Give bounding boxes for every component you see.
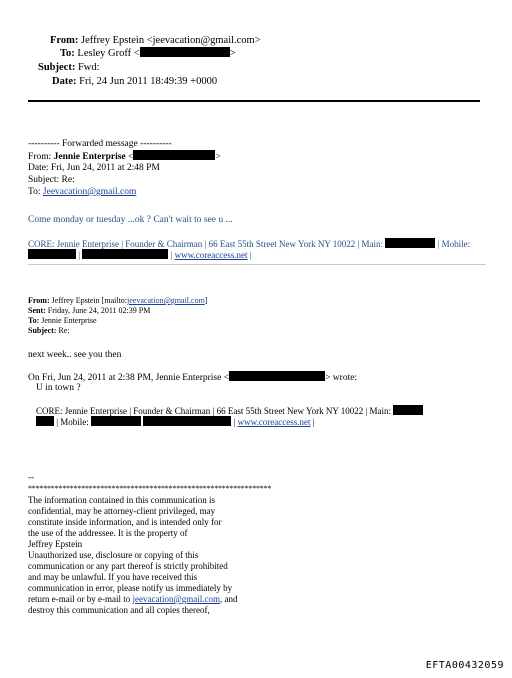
quoted-intro-end: > wrote:: [325, 373, 358, 383]
quoted-sent-line: [28, 306, 150, 316]
quoted-signature-link[interactable]: www.coreaccess.net: [237, 417, 311, 427]
redaction-box: [393, 405, 423, 415]
header-from-value: Jeffrey Epstein <jeevacation@gmail.com>: [81, 35, 261, 46]
footer-line: Jeffrey Epstein: [28, 539, 83, 549]
redaction-box: [385, 238, 435, 248]
quoted-subject-value: Re:: [58, 326, 70, 335]
quoted-from-link[interactable]: jeevacation@gmail.com: [127, 296, 205, 305]
forwarded-signature-mobile: | Mobile:: [437, 239, 471, 249]
footer-line: The information contained in this communication is: [28, 495, 215, 505]
forwarded-signature-link[interactable]: www.coreaccess.net: [174, 250, 248, 260]
header-subject-label: Subject:: [38, 62, 76, 73]
redaction-box: [229, 371, 325, 381]
quoted-sent-value: Friday, June 24, 2011 02:39 PM: [47, 306, 151, 315]
forwarded-from-label: From:: [28, 152, 52, 162]
redaction-box: [140, 47, 230, 57]
quoted-message-text: U in town ?: [36, 383, 81, 393]
header-to-value: Lesley Groff <: [77, 48, 140, 59]
quoted-from-value: Jeffrey Epstein [mailto:: [51, 296, 128, 305]
footer-contact-start: return e-mail or by e-mail to: [28, 594, 133, 604]
quoted-to-label: To:: [28, 316, 40, 325]
forwarded-message-text: Come monday or tuesday ...ok ? Can't wait to see u ...: [28, 215, 233, 225]
footer-line: constitute inside information, and is intended only for: [28, 517, 222, 527]
footer-line-contact: [28, 594, 237, 605]
header-date-value: Fri, 24 Jun 2011 18:49:39 +0000: [79, 76, 218, 87]
quoted-from-end: ]: [204, 296, 208, 305]
forwarded-signature-end: |: [249, 250, 252, 260]
forwarded-signature-sep: |: [78, 250, 81, 260]
header-date-line: [52, 75, 217, 88]
forwarded-divider: [28, 264, 486, 265]
footer-dash: --: [28, 472, 34, 482]
forwarded-signature-line2: [28, 249, 252, 261]
footer-notice: [28, 495, 237, 616]
header-date-label: Date:: [52, 76, 77, 87]
header-divider: [28, 100, 480, 102]
forwarded-to-label: To:: [28, 187, 43, 197]
redaction-box: [36, 416, 54, 426]
quoted-from-label: From:: [28, 296, 50, 305]
bates-number: EFTA00432059: [425, 660, 504, 671]
redaction-box: [133, 150, 215, 160]
quoted-signature-end: |: [312, 417, 315, 427]
header-to-label: To:: [60, 48, 75, 59]
quoted-signature-mobile: | Mobile:: [56, 417, 89, 427]
quoted-sent-label: Sent:: [28, 306, 46, 315]
quoted-from-line: [28, 296, 207, 306]
header-to-line: [60, 47, 236, 60]
header-subject-value: Fwd:: [77, 62, 100, 73]
forwarded-signature-sep2: |: [170, 250, 173, 260]
header-from-line: [50, 34, 261, 47]
quoted-signature-text: CORE: Jennie Enterprise | Founder & Chairman | 66 East 55th Street New York NY 10022 | Main:: [36, 406, 392, 416]
footer-line: confidential, may be attorney-client privileged, may: [28, 506, 216, 516]
redaction-box: [91, 416, 141, 426]
footer-stars: ****************************************************************: [28, 484, 272, 493]
reply-text: next week.. see you then: [28, 350, 122, 360]
footer-line: the use of the addressee. It is the property of: [28, 528, 188, 538]
forwarded-date: Date: Fri, Jun 24, 2011 at 2:48 PM: [28, 163, 160, 173]
quoted-intro-start: On Fri, Jun 24, 2011 at 2:38 PM, Jennie Enterprise <: [28, 373, 230, 383]
quoted-signature-sep: |: [233, 417, 236, 427]
quoted-to-line: [28, 316, 97, 326]
footer-line: Unauthorized use, disclosure or copying of this: [28, 550, 199, 560]
forwarded-from-close: >: [215, 152, 221, 162]
header-from-label: From:: [50, 35, 79, 46]
forwarded-subject: Subject: Re:: [28, 175, 75, 185]
forwarded-from-name: Jennie Enterprise: [53, 152, 126, 162]
forwarded-signature-text: CORE: Jennie Enterprise | Founder & Chairman | 66 East 55th Street New York NY 10022 | Main:: [28, 239, 384, 249]
header-subject-line: [38, 61, 100, 74]
forwarded-from-open: <: [125, 152, 134, 162]
forwarded-to-link[interactable]: Jeevacation@gmail.com: [42, 187, 137, 197]
quoted-to-value: Jennie Enterprise: [41, 316, 97, 325]
footer-line: and may be unlawful. If you have received this: [28, 572, 198, 582]
header-to-close: >: [229, 48, 236, 59]
quoted-signature-line2: [36, 416, 315, 428]
footer-contact-end: , and: [219, 594, 238, 604]
redaction-box: [82, 249, 168, 259]
forwarded-separator: ---------- Forwarded message ----------: [28, 139, 172, 149]
footer-contact-link[interactable]: jeevacation@gmail.com: [132, 594, 220, 604]
redaction-box: [28, 249, 76, 259]
redaction-box: [143, 416, 231, 426]
forwarded-to-line: [28, 186, 136, 198]
footer-line-final: destroy this communication and all copies thereof,: [28, 605, 210, 615]
quoted-subject-line: [28, 326, 70, 336]
footer-line: communication in error, please notify us immediately by: [28, 583, 233, 593]
quoted-subject-label: Subject:: [28, 326, 57, 335]
footer-line: communication or any part thereof is strictly prohibited: [28, 561, 228, 571]
